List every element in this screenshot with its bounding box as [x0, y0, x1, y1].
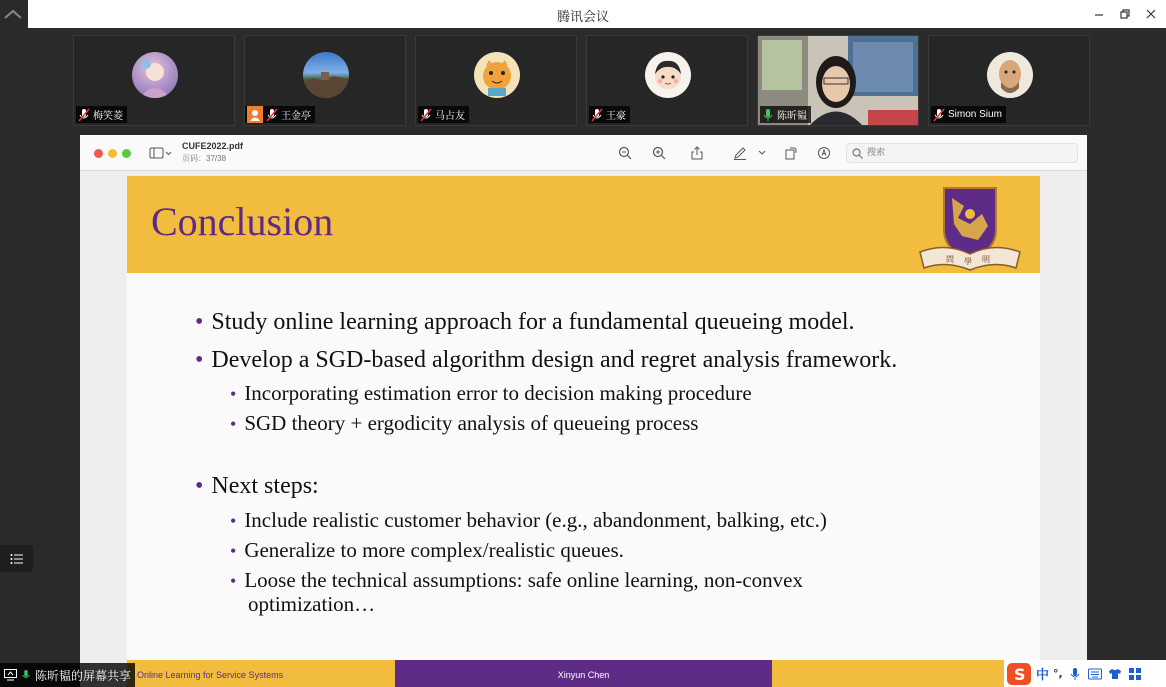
participant-name: 陈昕韫 [777, 111, 807, 122]
screen-share-icon [4, 669, 17, 681]
name-label [76, 106, 127, 123]
name-label [931, 106, 1006, 123]
file-name: CUFE2022.pdf [182, 141, 244, 151]
grid-icon [1129, 668, 1141, 680]
markup-button[interactable] [731, 144, 749, 162]
toolbox-button[interactable] [1127, 666, 1143, 682]
share-label-text: 陈昕韫的屏幕共享 [35, 668, 132, 683]
search-input[interactable] [867, 146, 1067, 160]
zoom-in-icon [652, 146, 666, 160]
avatar-girl-icon [132, 52, 178, 98]
sidebar-icon [149, 147, 173, 159]
close-dot-icon[interactable] [94, 149, 103, 158]
name-label [589, 106, 630, 123]
avatar-photo-man-icon [987, 52, 1033, 98]
sub-list-item: • Include realistic customer behavior (e.g., abandonment, balking, etc.) [230, 508, 827, 532]
participant-tile[interactable] [244, 35, 406, 126]
presentation-slide [127, 176, 1040, 687]
participant-name: Simon Sium [948, 109, 1002, 120]
sub-list-item-continuation: optimization… [248, 592, 376, 616]
skin-button[interactable] [1107, 666, 1123, 682]
rotate-icon [784, 146, 798, 160]
shared-screen [0, 132, 1166, 687]
restore-button[interactable] [1114, 4, 1136, 24]
mic-muted-icon [591, 108, 603, 122]
participant-name: 马占友 [435, 111, 465, 122]
mic-muted-icon [78, 108, 90, 122]
share-icon [690, 146, 704, 160]
share-button[interactable] [688, 144, 706, 162]
annotate-icon [817, 146, 831, 160]
pdf-viewer-window [80, 135, 1087, 687]
slide-body [127, 273, 1040, 687]
zoom-dot-icon[interactable] [122, 149, 131, 158]
name-label [418, 106, 469, 123]
mic-muted-icon [266, 108, 278, 122]
participant-strip [0, 28, 1166, 132]
list-item: • Develop a SGD-based algorithm design and regret analysis framework. [195, 347, 898, 373]
mic-muted-icon [420, 108, 432, 122]
restore-icon [1120, 9, 1130, 19]
university-crest-icon [916, 184, 1024, 272]
zoom-out-button[interactable] [616, 144, 634, 162]
ime-punct-toggle[interactable]: °, [1053, 667, 1063, 680]
screen-share-label [0, 663, 135, 687]
bullet-icon: • [230, 414, 237, 434]
bullet-icon: • [230, 384, 237, 404]
bullet-icon: • [195, 347, 204, 373]
sub-list-item: • Loose the technical assumptions: safe online learning, non-convex [230, 568, 803, 592]
member-list-button[interactable] [0, 545, 33, 572]
pen-icon [733, 146, 747, 160]
bullet-icon: • [230, 571, 237, 591]
participant-tile[interactable] [73, 35, 235, 126]
chevron-down-icon [758, 150, 766, 156]
slide-footer-title: Online Learning for Service Systems [127, 660, 395, 687]
participant-tile[interactable] [928, 35, 1090, 126]
voice-input-button[interactable] [1067, 666, 1083, 682]
sub-list-item: • Generalize to more complex/realistic queues. [230, 538, 624, 562]
sub-list-item: • Incorporating estimation error to decision making procedure [230, 381, 752, 405]
participant-tile[interactable] [415, 35, 577, 126]
bullet-icon: • [195, 309, 204, 335]
mic-active-icon [21, 668, 31, 682]
slide-header [127, 176, 1040, 273]
slide-title: Conclusion [151, 199, 334, 244]
bullet-icon: • [230, 541, 237, 561]
mic-muted-icon [933, 108, 945, 122]
ime-toolbar [1004, 660, 1166, 687]
participant-tile-video[interactable] [757, 35, 919, 126]
svg-text:S: S [1014, 664, 1026, 684]
keyboard-icon [1088, 668, 1102, 680]
annotate-button[interactable] [815, 144, 833, 162]
sub-list-item: • SGD theory + ergodicity analysis of queueing process [230, 411, 699, 435]
slide-footer-author: Xinyun Chen [395, 660, 772, 687]
zoom-out-icon [618, 146, 632, 160]
svg-text:明: 明 [982, 255, 990, 264]
svg-text:問: 問 [946, 255, 954, 264]
ime-mode-toggle[interactable]: 中 [1036, 668, 1050, 683]
avatar-great-wall-icon [303, 52, 349, 98]
search-box[interactable] [846, 143, 1078, 163]
zoom-in-button[interactable] [650, 144, 668, 162]
rotate-button[interactable] [782, 144, 800, 162]
avatar-tiger-icon [474, 52, 520, 98]
name-label [760, 106, 811, 123]
list-item: • Study online learning approach for a fundamental queueing model. [195, 309, 855, 335]
participant-name: 王豪 [606, 111, 626, 122]
sidebar-toggle-button[interactable] [148, 144, 174, 162]
shirt-icon [1108, 668, 1122, 680]
bullet-icon: • [195, 473, 204, 499]
keyboard-button[interactable] [1087, 666, 1103, 682]
svg-text:學: 學 [964, 257, 972, 266]
close-button[interactable] [1140, 4, 1162, 24]
name-label [245, 106, 315, 123]
participant-name: 王金亭 [281, 111, 311, 122]
participant-name: 梅笑菱 [93, 111, 123, 122]
host-icon [247, 106, 263, 123]
participant-tile[interactable] [586, 35, 748, 126]
mic-active-icon [762, 108, 774, 122]
sogou-logo-icon[interactable] [1006, 662, 1032, 686]
close-icon [1146, 9, 1156, 19]
app-title: 腾讯会议 [556, 9, 609, 24]
minimize-dot-icon[interactable] [108, 149, 117, 158]
microphone-icon [1069, 667, 1081, 681]
list-icon [10, 553, 24, 565]
search-icon [852, 148, 863, 159]
page-info: 页码：37/38 [182, 154, 227, 163]
title-bar [0, 0, 1166, 28]
avatar-cartoon-boy-icon [645, 52, 691, 98]
viewer-toolbar [80, 135, 1087, 171]
list-item: • Next steps: [195, 473, 319, 499]
minimize-button[interactable] [1088, 4, 1110, 24]
bullet-icon: • [230, 511, 237, 531]
minimize-icon [1094, 9, 1104, 19]
markup-menu-button[interactable] [757, 144, 767, 162]
